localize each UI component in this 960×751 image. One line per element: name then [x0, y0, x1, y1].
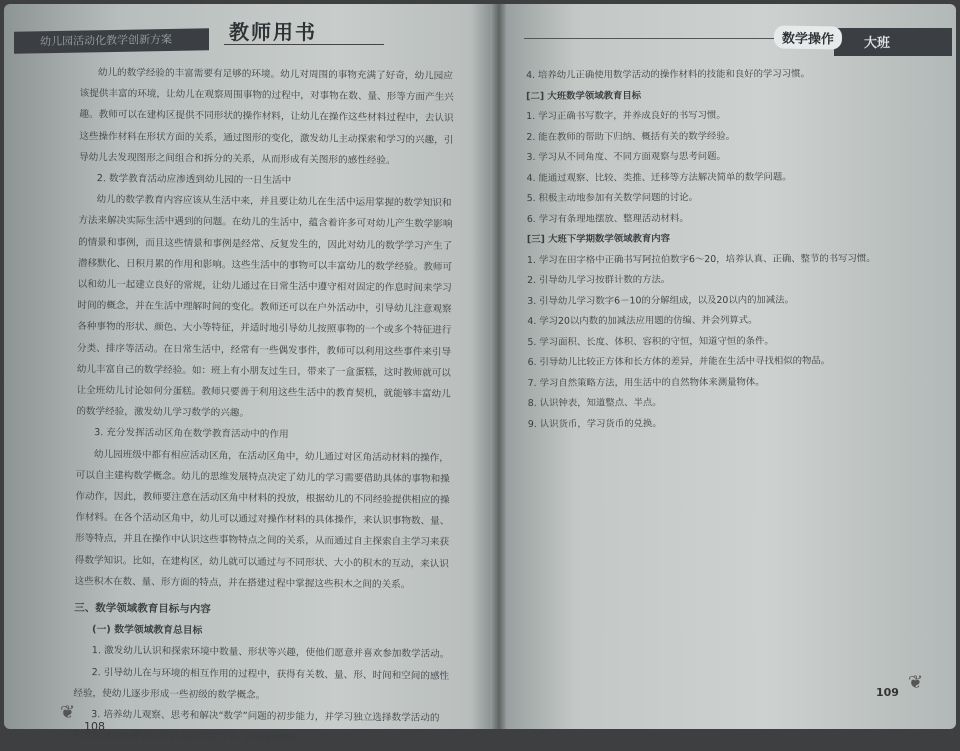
text-line: 幼儿园班级中都有相应活动区角，在活动区角中，幼儿通过对区角活动材料的操作， — [93, 448, 449, 464]
text-line: 这些操作材料在形状方面的关系，通过图形的变化，激发幼儿主动探索和学习的兴趣，引 — [79, 130, 454, 146]
left-header-rule — [224, 44, 384, 45]
text-line: 1. 激发幼儿认识和探索环境中数量、形状等兴趣，使他们愿意并喜欢参加数学活动。 — [91, 645, 450, 661]
left-header-title: 教师用书 — [229, 20, 317, 44]
right-header-title: 数学操作 — [774, 25, 842, 49]
text-line: 趣。教师可以在建构区提供不同形状的操作材料，让幼儿在操作这些材料过程中，去认识 — [79, 109, 454, 125]
text-line: 内容和材料来要求检查自己活动的情况、活动的过程。 — [72, 730, 304, 744]
block2-list — [527, 248, 938, 435]
left-page-number: 108 — [84, 720, 105, 733]
text-line: 8. 认识钟表，知道整点、半点。 — [527, 397, 662, 409]
text-line: 以和幼儿一起建立良好的常规，让幼儿通过在日常生活中遵守相对固定的作息时间来学习 — [77, 279, 452, 294]
text-line: 的情景和事例，而且这些情景和事例是经常、反复发生的，因此对幼儿的数学学习产生了 — [78, 236, 453, 252]
subsection-title: (一) 数学领域教育总目标 — [91, 624, 203, 637]
goal-list — [73, 640, 479, 750]
bird-decoration-icon: ❦ — [908, 672, 924, 693]
text-line: 时间的概念，并在生活中理解时间的变化。教师还可以在户外活动中，引导幼儿注意观察 — [77, 300, 452, 316]
text-line: 各种事物的形状、颜色、大小等特征，并适时地引导幼儿按照事物的一个或多个特征进行 — [77, 321, 452, 337]
text-line: 潜移默化、日积月累的作用和影响。这些生活中的事物可以丰富幼儿的数学经验。教师可 — [77, 257, 453, 273]
text-line: 3. 引导幼儿学习数字6－10的分解组成，以及20以内的加减法。 — [527, 294, 795, 307]
text-line: 2. 引导幼儿在与环境的相互作用的过程中，获得有关数、量、形、时间和空间的感性 — [91, 666, 450, 682]
text-line: 3. 培养幼儿观察、思考和解决“数学”问题的初步能力，并学习独立选择数学活动的 — [91, 709, 440, 724]
text-line: 2. 引导幼儿学习按群计数的方法。 — [527, 274, 671, 286]
left-page-body — [73, 62, 485, 751]
intro-item: 4. 培养幼儿正确使用数学活动的操作材料的技能和良好的学习习惯。 — [526, 68, 810, 81]
right-header-bar — [834, 28, 952, 56]
text-line: 可以自主建构数学概念。幼儿的思维发展特点决定了幼儿的学习需要借助具体的事物和操 — [75, 469, 450, 485]
text-line: 得数学知识。比如，在建构区，幼儿就可以通过与不同形状、大小的积木的互动，来认识 — [74, 554, 449, 570]
text-line: 3. 充分发挥活动区角在数学教育活动中的作用 — [94, 427, 289, 441]
text-line: 作动作，因此，教师要注意在活动区角中材料的投放，根据幼儿的不同经验提供相应的操 — [75, 491, 450, 506]
text-line: 6. 引导幼儿比较正方体和长方体的差异，并能在生活中寻找相似的物品。 — [527, 355, 831, 368]
text-line: 9. 认识货币，学习货币的兑换。 — [527, 417, 662, 430]
text-line: 2. 能在教师的帮助下归纳、概括有关的数学经验。 — [526, 130, 736, 143]
text-line: 5. 积极主动地参加有关数学问题的讨论。 — [526, 192, 699, 204]
left-page — [4, 4, 496, 744]
text-line: 6. 学习有条理地摆放、整理活动材料。 — [526, 212, 689, 225]
right-header-sub: 大班 — [864, 36, 891, 51]
text-line: 幼儿的数学教育内容应该从生活中来，并且要让幼儿在生活中运用掌握的数学知识和 — [96, 194, 452, 210]
left-paragraphs — [74, 62, 485, 596]
block2-heading: [三] 大班下学期数学领域教育内容 — [526, 233, 671, 245]
left-header-bar-text: 幼儿园活动化教学创新方案 — [39, 32, 173, 49]
text-line: 让全班幼儿讨论如何分蛋糕。教师只要善于利用这些生活中的教育契机，就能够丰富幼儿 — [76, 385, 451, 400]
text-line: 该提供丰富的环境，让幼儿在观察周围事物的过程中，对事物在数、量、形等方面产生兴 — [79, 88, 454, 104]
text-line: 1. 学习正确书写数字，并养成良好的书写习惯。 — [526, 109, 726, 122]
section-title: 三、数学领域教育目标与内容 — [74, 602, 211, 616]
right-page-number: 109 — [876, 686, 899, 699]
right-page — [504, 4, 956, 729]
text-line: 方法来解决实际生活中遇到的问题。在幼儿的生活中，蕴含着许多可对幼儿产生数学影响 — [78, 215, 453, 231]
bird-decoration-icon: ❦ — [60, 702, 76, 723]
text-line: 幼儿的数学经验的丰富需要有足够的环境。幼儿对周围的事物充满了好奇，幼儿园应 — [97, 67, 453, 82]
text-line: 1. 学习在田字格中正确书写阿拉伯数字6～20，培养认真、正确、整节的书写习惯。 — [526, 252, 876, 266]
text-line: 幼儿丰富自己的数学经验。如：班上有小朋友过生日，带来了一盒蛋糕，这时教师就可以 — [76, 363, 451, 379]
block1-list — [526, 105, 937, 230]
text-line: 这些积木在数、量、形方面的特点，并在搭建过程中掌握这些积木之间的关系。 — [74, 575, 411, 591]
text-line: 3. 学习从不同角度、不同方面观察与思考问题。 — [526, 150, 726, 163]
text-line: 作材料。在各个活动区角中，幼儿可以通过对操作材料的具体操作，来认识事物数、量、 — [75, 512, 450, 528]
text-line: 的数学经验，激发幼儿学习数学的兴趣。 — [76, 406, 250, 420]
text-line: 5. 学习面积、长度、体积、容积的守恒，知道守恒的条件。 — [527, 335, 774, 348]
text-line: 导幼儿去发现图形之间组合和拆分的关系，从而形成有关图形的感性经验。 — [78, 151, 396, 167]
open-book — [4, 4, 956, 744]
text-line: 分类、排序等活动。在日常生活中，经常有一些偶发事件，教师可以利用这些事件来引导 — [76, 342, 452, 358]
text-line: 经验，使幼儿逐步形成一些初级的数学概念。 — [73, 687, 266, 701]
text-line: 形等特点，并且在操作中认识这些事物特点之间的关系，从而通过自主探索自主学习来获 — [74, 533, 450, 549]
text-line: 7. 学习自然策略方法，用生活中的自然物体来测量物体。 — [527, 376, 765, 389]
block1-heading: [二] 大班数学领域教育目标 — [526, 89, 642, 102]
text-line: 4. 能通过观察、比较、类推、迁移等方法解决简单的数学问题。 — [526, 171, 792, 184]
right-page-body — [526, 64, 938, 435]
text-line: 2. 数学教育活动应渗透到幼儿园的一日生活中 — [96, 173, 292, 187]
text-line: 4. 学习20以内数的加减法应用题的仿编、并会列算式。 — [527, 314, 758, 327]
